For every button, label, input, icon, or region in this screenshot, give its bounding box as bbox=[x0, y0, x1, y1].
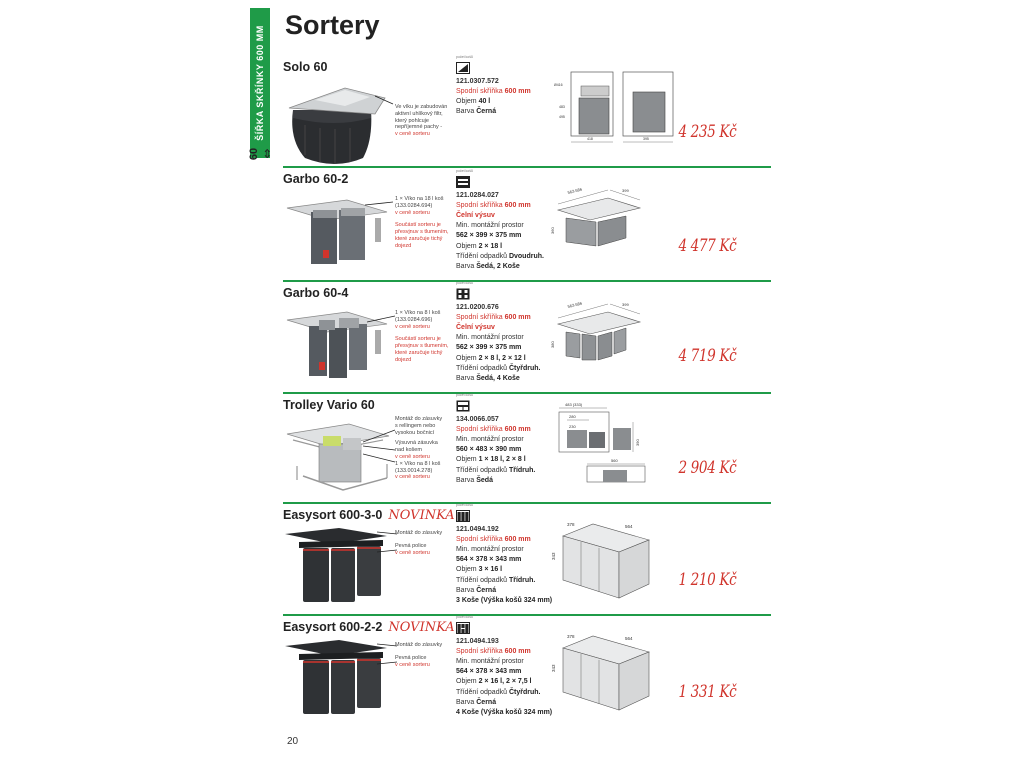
product-trolley-vario-60 bbox=[283, 393, 771, 506]
product-note: 1 × Víko na 18 l koš (133.0284.694) v ceně sorteru Součástí sorteru je přesvjnuv s tlumením, které zaručuje tichý dojezd bbox=[395, 196, 449, 249]
product-solo-60 bbox=[283, 55, 771, 168]
product-name: Trolley Vario 60 bbox=[283, 398, 375, 412]
page-title: Sortery bbox=[285, 10, 380, 40]
product-spec: počet košů 121.0200.676 Spodní skříňka 600 mm Čelní výsuv Min. montážní prostor 562 × 399 × 375 mm Objem 2 × 8 l, 2 × 12 l Třídění odpadků Čtyřdruh. Barva Šedá, 4 Koše bbox=[456, 281, 541, 382]
bin-count-icon bbox=[456, 510, 470, 522]
dim-label: 280 bbox=[569, 414, 576, 419]
product-price: 4 235 Kč bbox=[678, 122, 736, 142]
product-garbo-60-2 bbox=[283, 169, 771, 280]
product-spec: počet košů 121.0284.027 Spodní skříňka 600 mm Čelní výsuv Min. montážní prostor 562 × 399 × 375 mm Objem 2 × 18 l Třídění odpadků Dvoudruh. Barva Šedá, 2 Koše bbox=[456, 169, 544, 270]
cabinet-width-number: 60 bbox=[247, 147, 260, 161]
dim-label: 564 bbox=[625, 524, 633, 529]
dim-label: 390 bbox=[635, 439, 640, 446]
section-divider bbox=[283, 166, 771, 168]
novinka-badge: NOVINKA bbox=[388, 508, 455, 523]
product-note: Ve víku je zabudován aktivní uhlíkový filtr, který pohlcuje nepříjemné pachy - v ceně sorteru bbox=[395, 104, 448, 138]
dim-label: 380 bbox=[550, 341, 555, 348]
dim-label: Ø416 bbox=[554, 83, 563, 87]
side-category-label: ŠÍŘKA SKŘÍNKY 600 MM bbox=[255, 25, 265, 141]
dim-label: 562-586 bbox=[567, 300, 583, 309]
novinka-badge: NOVINKA bbox=[388, 620, 455, 635]
product-price: 4 477 Kč bbox=[678, 236, 736, 256]
product-note: Montáž do zásuvky s rellingem nebo vysokou bočnicí Výsuvná zásuvka nad košem v ceně sorteru 1 × Víko na 8 l koš (133.0014.278) v ceně sorteru bbox=[395, 416, 443, 481]
product-note: Montáž do zásuvky Pevná police v ceně sorteru bbox=[395, 530, 443, 556]
pointer-arrow bbox=[363, 428, 397, 468]
product-spec: počet košů 121.0307.572 Spodní skříňka 600 mm Objem 40 l Barva Černá bbox=[456, 55, 531, 116]
product-name: Easysort 600-3-0 NOVINKA bbox=[283, 508, 455, 523]
dim-label: 399 bbox=[622, 188, 629, 193]
product-note: 1 × Víko na 8 l koš (133.0284.696) v ceně sorteru Součástí sorteru je přesvjnuv s tlumením, které zaručuje tichý dojezd bbox=[395, 310, 449, 363]
bin-count-icon bbox=[456, 288, 470, 300]
dim-label: 418 bbox=[587, 137, 593, 141]
dim-label: 560 bbox=[611, 458, 618, 463]
side-category-tab bbox=[247, 8, 270, 161]
product-easysort-600-2-2 bbox=[283, 615, 771, 730]
garbo-60-4-technical-drawing bbox=[548, 292, 658, 374]
product-price: 2 904 Kč bbox=[678, 458, 736, 478]
garbo-60-2-technical-drawing bbox=[548, 178, 658, 258]
solo-60-technical-drawing bbox=[551, 68, 691, 148]
dim-label: 495 bbox=[559, 115, 565, 119]
pointer-arrow bbox=[367, 314, 397, 324]
dim-label: 230 bbox=[569, 424, 576, 429]
product-name: Garbo 60-4 bbox=[283, 286, 349, 300]
easysort-600-3-0-technical-drawing bbox=[545, 514, 663, 606]
double-arrow-icon: ⇕ bbox=[262, 147, 273, 161]
product-spec: počet košů 121.0494.192 Spodní skříňka 600 mm Min. montážní prostor 564 × 378 × 343 mm Objem 3 × 16 l Třídění odpadků Třídruh. Barva Černá 3 Koše (Výška košů 324 mm) bbox=[456, 503, 553, 604]
product-price: 4 719 Kč bbox=[678, 346, 736, 366]
bin-count-icon bbox=[456, 176, 470, 188]
product-garbo-60-4 bbox=[283, 281, 771, 394]
product-spec: počet košů 121.0494.193 Spodní skříňka 600 mm Min. montážní prostor 564 × 378 × 343 mm Objem 2 × 16 l, 2 × 7,5 l Třídění odpadků Čtyřdruh. Barva Černá 4 Koše (Výška košů 324 mm) bbox=[456, 615, 553, 716]
trolley-vario-technical-drawing bbox=[545, 400, 665, 500]
dim-label: 343 bbox=[551, 552, 556, 560]
product-price: 1 331 Kč bbox=[678, 682, 736, 702]
product-name: Garbo 60-2 bbox=[283, 172, 349, 186]
dim-label: 564 bbox=[625, 636, 633, 641]
dim-label: 378 bbox=[567, 522, 575, 527]
product-price: 1 210 Kč bbox=[678, 570, 736, 590]
product-spec: počet košů 134.0066.057 Spodní skříňka 600 mm Min. montážní prostor 560 × 483 × 390 mm Objem 1 × 18 l, 2 × 8 l Třídění odpadků Třídruh. Barva Šedá bbox=[456, 393, 536, 484]
cabinet-width-indicator bbox=[247, 140, 273, 168]
dim-label: 562-586 bbox=[567, 186, 583, 195]
product-note: Montáž do zásuvky Pevná police v ceně sorteru bbox=[395, 642, 443, 668]
dim-label: 395 bbox=[643, 137, 649, 141]
bin-count-icon bbox=[456, 622, 470, 634]
dim-label: 483 bbox=[559, 105, 565, 109]
dim-label: 483 (333) bbox=[565, 402, 583, 407]
product-name: Solo 60 bbox=[283, 60, 328, 74]
dim-label: 343 bbox=[551, 664, 556, 672]
dim-label: 378 bbox=[567, 634, 575, 639]
pointer-arrow bbox=[365, 200, 395, 208]
easysort-600-2-2-technical-drawing bbox=[545, 626, 663, 718]
pointer-arrow bbox=[375, 94, 395, 106]
page-number: 20 bbox=[287, 736, 299, 747]
bin-count-icon bbox=[456, 62, 470, 74]
dim-label: 399 bbox=[622, 302, 629, 307]
product-easysort-600-3-0 bbox=[283, 503, 771, 616]
product-name: Easysort 600-2-2 NOVINKA bbox=[283, 620, 455, 635]
bin-count-icon bbox=[456, 400, 470, 412]
dim-label: 360 bbox=[550, 227, 555, 234]
